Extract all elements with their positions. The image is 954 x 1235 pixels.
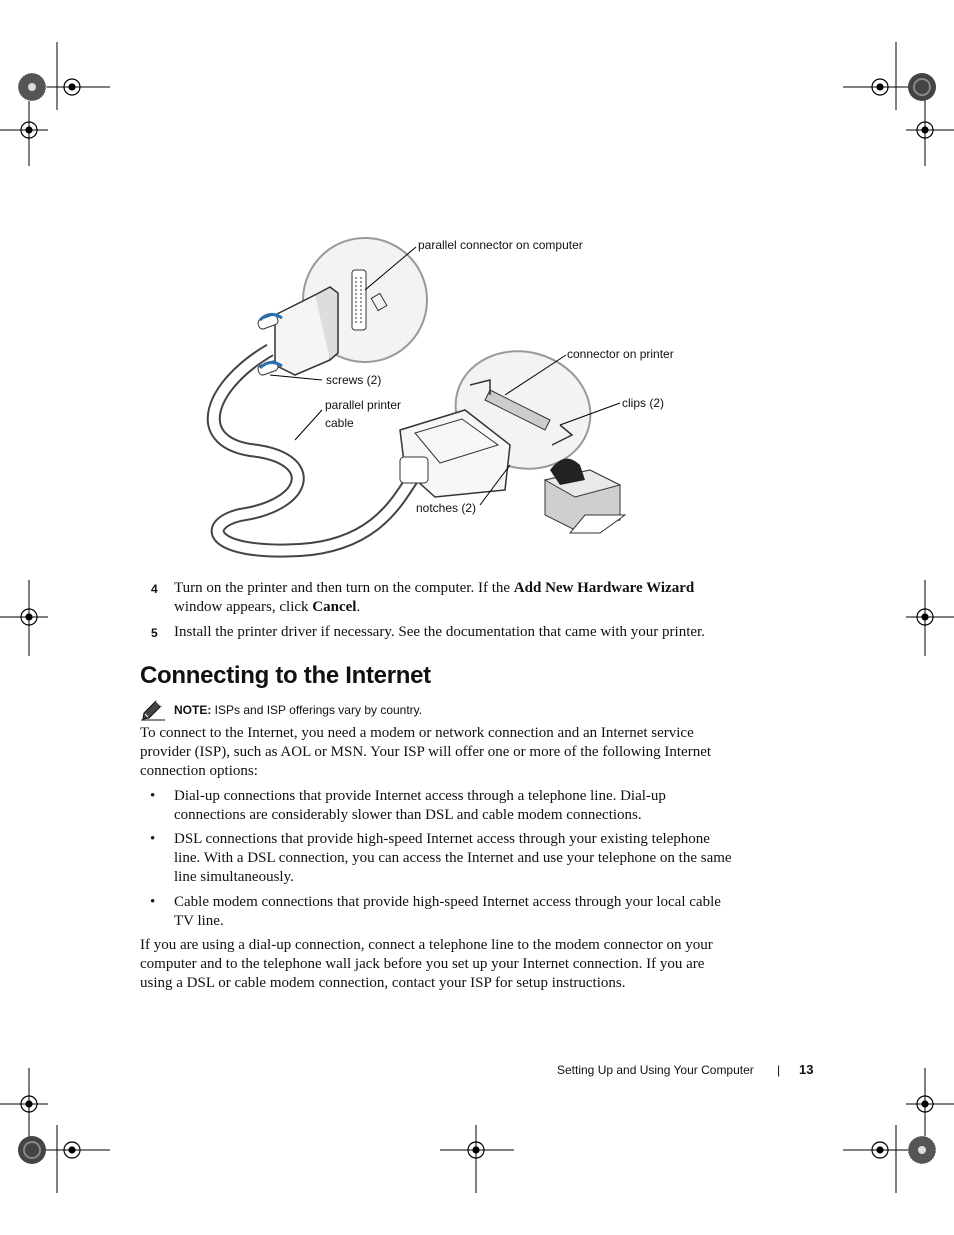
bullet-line: line simultaneously. [174,869,294,885]
bullet-dsl [174,830,732,887]
section-title: Connecting to the Internet [140,662,431,689]
computer-end-connector [257,287,338,376]
bullet-cable [174,893,721,931]
bullet-line: TV line. [174,913,224,929]
paragraph-line: provider (ISP), such as AOL or MSN. Your ISP will offer one or more of the following Internet [140,744,712,760]
step-line [174,598,774,617]
callout-parallel-connector-on-computer: parallel connector on computer [418,238,583,252]
bullet-line: DSL connections that provide high-speed Internet access through your existing telephone [174,831,710,847]
step-line [174,579,774,598]
callout-connector-on-printer: connector on printer [567,347,674,361]
callout-notches: notches (2) [416,501,477,515]
step-5-text: Install the printer driver if necessary. See the documentation that came with your printer. [174,624,705,640]
step-number: 5 [151,626,158,640]
note-label: NOTE: [174,703,212,717]
step-text: . [356,599,361,615]
closing-paragraph [140,936,713,993]
printer-icon [545,459,625,533]
callout-line: parallel printer [325,398,402,412]
bullet-marker: • [150,831,156,847]
bullet-line: Cable modem connections that provide high-speed Internet access through your local cable [174,894,721,910]
note-pencil-icon [141,699,165,721]
bullet-marker: • [150,788,156,804]
paragraph-line: If you are using a dial-up connection, connect a telephone line to the modem connector on your [140,937,713,953]
paragraph-line: using a DSL or cable modem connection, contact your ISP for setup instructions. [140,975,626,991]
step-text: window appears, click [174,599,313,615]
step-4-text [174,579,774,617]
paragraph-line: connection options: [140,763,258,779]
page-number: 13 [799,1062,814,1077]
footer-section-name: Setting Up and Using Your Computer [557,1063,754,1077]
paragraph-line: To connect to the Internet, you need a modem or network connection and an Internet service [140,725,694,741]
cancel-label: Cancel [312,599,357,615]
note-text: ISPs and ISP offerings vary by country. [211,703,423,717]
callout-line: cable [325,416,354,430]
computer-parallel-port [352,270,366,330]
intro-paragraph [140,724,711,781]
paragraph-line: computer and to the telephone wall jack before you set up your Internet connection. If you are [140,956,705,972]
step-text: Turn on the printer and then turn on the computer. If the [174,580,514,596]
footer-separator: | [777,1063,781,1077]
bullet-line: Dial-up connections that provide Internet access through a telephone line. Dial-up [174,788,666,804]
callout-parallel-printer-cable [325,396,401,432]
add-new-hardware-wizard-label: Add New Hardware Wizard [513,580,695,596]
bullet-line: line. With a DSL connection, you can access the Internet and use your telephone on the same [174,850,732,866]
step-number: 4 [151,582,158,596]
bullet-dialup [174,787,666,825]
bullet-line: connections are considerably slower than DSL and cable modem connections. [174,807,642,823]
callout-screws: screws (2) [326,373,382,387]
bullet-marker: • [150,894,156,910]
note [174,703,422,717]
callout-clips: clips (2) [622,396,665,410]
